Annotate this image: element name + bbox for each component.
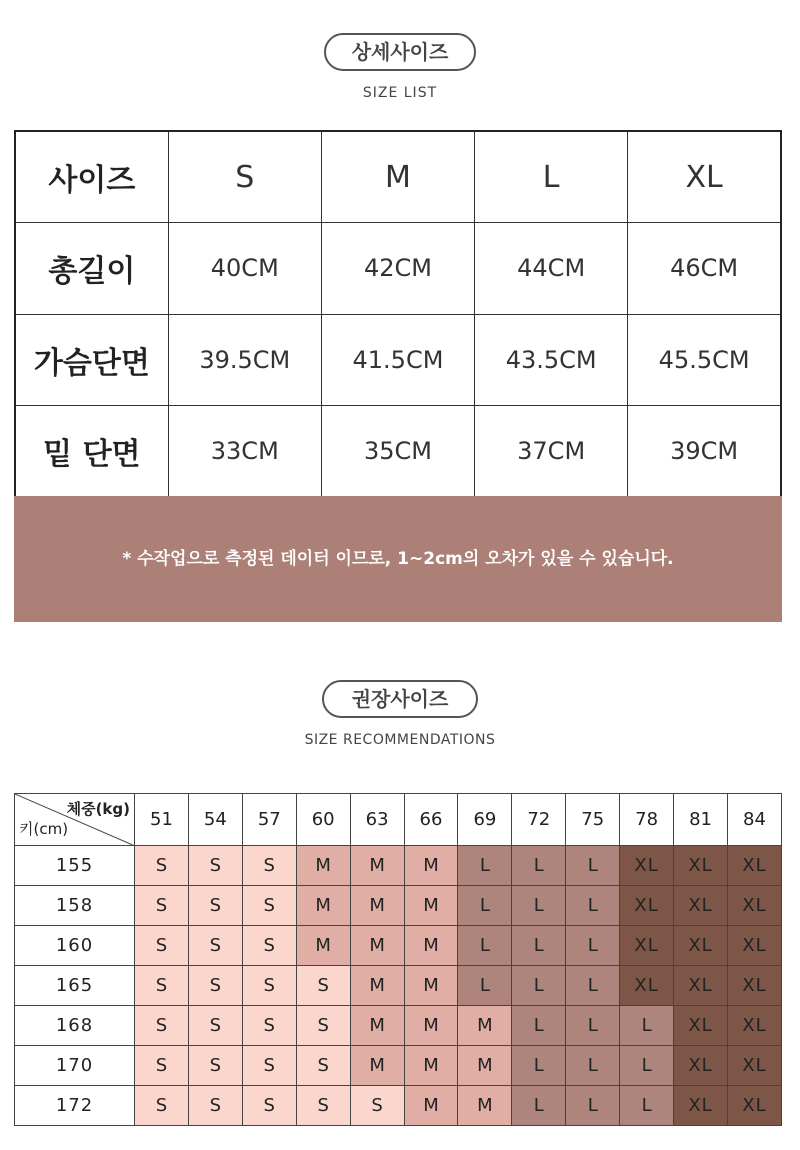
rec-row [15, 1086, 782, 1126]
size-list-subtitle: SIZE LIST [362, 85, 438, 101]
size-cell-m: M [350, 926, 404, 966]
size-cell-s: S [242, 846, 296, 886]
rec-row [15, 886, 782, 926]
size-cell-s: S [242, 926, 296, 966]
height-axis-label: 키(cm) [19, 820, 69, 838]
size-cell-xl: XL [727, 846, 781, 886]
rec-corner-cell [15, 794, 135, 846]
height-cell: 170 [15, 1046, 135, 1086]
size-cell-s: S [135, 846, 189, 886]
size-value: 42CM [321, 223, 474, 315]
height-cell: 158 [15, 886, 135, 926]
size-cell-m: M [296, 846, 350, 886]
size-cell-l: L [620, 1086, 674, 1126]
size-cell-s: S [242, 1046, 296, 1086]
weight-header-cell: 60 [296, 794, 350, 846]
size-cell-s: S [242, 1086, 296, 1126]
row-label: 밑 단면 [15, 406, 168, 498]
size-cell-xl: XL [674, 966, 728, 1006]
size-cell-m: M [404, 966, 458, 1006]
size-cell-m: M [404, 1006, 458, 1046]
size-cell-xl: XL [727, 966, 781, 1006]
size-cell-l: L [566, 1046, 620, 1086]
size-cell-xl: XL [620, 846, 674, 886]
size-cell-l: L [620, 1046, 674, 1086]
size-row-length [15, 223, 781, 315]
size-cell-s: S [296, 1046, 350, 1086]
size-cell-l: L [566, 926, 620, 966]
weight-header-cell: 51 [135, 794, 189, 846]
size-cell-l: L [458, 966, 512, 1006]
weight-header-cell: 57 [242, 794, 296, 846]
height-cell: 168 [15, 1006, 135, 1046]
size-cell-l: L [512, 846, 566, 886]
size-cell-m: M [404, 1046, 458, 1086]
size-cell-xl: XL [674, 1006, 728, 1046]
size-cell-m: M [350, 966, 404, 1006]
row-label: 가슴단면 [15, 314, 168, 406]
size-header-cell: XL [628, 131, 781, 223]
weight-header-cell: 84 [727, 794, 781, 846]
size-cell-xl: XL [727, 926, 781, 966]
size-value: 43.5CM [475, 314, 628, 406]
weight-header-cell: 81 [674, 794, 728, 846]
row-label: 총길이 [15, 223, 168, 315]
size-cell-s: S [135, 1046, 189, 1086]
rec-row [15, 926, 782, 966]
size-cell-s: S [188, 1086, 242, 1126]
size-value: 45.5CM [628, 314, 781, 406]
size-cell-m: M [350, 886, 404, 926]
size-header-row [15, 131, 781, 223]
size-cell-m: M [458, 1046, 512, 1086]
size-value: 37CM [475, 406, 628, 498]
size-cell-s: S [188, 1006, 242, 1046]
rec-row [15, 966, 782, 1006]
size-value: 35CM [321, 406, 474, 498]
size-recommendation-table [14, 793, 782, 1126]
size-value: 39CM [628, 406, 781, 498]
size-value: 33CM [168, 406, 321, 498]
size-cell-m: M [404, 886, 458, 926]
size-header-cell: M [321, 131, 474, 223]
size-cell-m: M [296, 926, 350, 966]
size-cell-l: L [566, 1006, 620, 1046]
size-cell-xl: XL [674, 1046, 728, 1086]
rec-row [15, 1046, 782, 1086]
size-cell-s: S [188, 846, 242, 886]
size-cell-xl: XL [620, 886, 674, 926]
size-cell-m: M [458, 1006, 512, 1046]
size-cell-s: S [188, 926, 242, 966]
size-header-cell: L [475, 131, 628, 223]
weight-axis-label: 체중(kg) [66, 800, 130, 818]
size-cell-l: L [566, 846, 620, 886]
size-cell-m: M [458, 1086, 512, 1126]
size-header-cell: 사이즈 [15, 131, 168, 223]
size-cell-m: M [404, 846, 458, 886]
size-cell-s: S [350, 1086, 404, 1126]
size-cell-s: S [135, 1006, 189, 1046]
size-cell-xl: XL [727, 886, 781, 926]
size-cell-xl: XL [674, 886, 728, 926]
size-cell-xl: XL [674, 846, 728, 886]
size-cell-l: L [512, 886, 566, 926]
size-cell-s: S [296, 1086, 350, 1126]
size-list-table [14, 130, 782, 498]
size-cell-m: M [350, 846, 404, 886]
size-cell-l: L [458, 926, 512, 966]
size-cell-l: L [458, 886, 512, 926]
size-cell-s: S [242, 886, 296, 926]
size-cell-m: M [404, 926, 458, 966]
size-list-title: 상세사이즈 [324, 33, 476, 71]
size-cell-xl: XL [727, 1006, 781, 1046]
size-cell-s: S [296, 1006, 350, 1046]
size-row-hem [15, 406, 781, 498]
size-value: 40CM [168, 223, 321, 315]
size-cell-m: M [404, 1086, 458, 1126]
size-cell-s: S [135, 926, 189, 966]
size-cell-m: M [350, 1046, 404, 1086]
weight-header-cell: 66 [404, 794, 458, 846]
size-cell-l: L [512, 1086, 566, 1126]
weight-header-cell: 75 [566, 794, 620, 846]
size-cell-xl: XL [727, 1046, 781, 1086]
size-rec-subtitle: SIZE RECOMMENDATIONS [304, 732, 496, 748]
size-cell-l: L [512, 1046, 566, 1086]
rec-row [15, 846, 782, 886]
size-row-chest [15, 314, 781, 406]
size-cell-xl: XL [620, 926, 674, 966]
size-cell-s: S [188, 886, 242, 926]
height-cell: 160 [15, 926, 135, 966]
weight-header-cell: 63 [350, 794, 404, 846]
size-rec-title: 권장사이즈 [322, 680, 478, 718]
height-cell: 165 [15, 966, 135, 1006]
size-header-cell: S [168, 131, 321, 223]
size-cell-l: L [566, 886, 620, 926]
size-cell-s: S [188, 1046, 242, 1086]
size-cell-xl: XL [674, 1086, 728, 1126]
weight-header-cell: 78 [620, 794, 674, 846]
size-value: 46CM [628, 223, 781, 315]
weight-header-cell: 54 [188, 794, 242, 846]
size-cell-l: L [512, 966, 566, 1006]
size-value: 41.5CM [321, 314, 474, 406]
size-cell-s: S [296, 966, 350, 1006]
size-cell-m: M [350, 1006, 404, 1046]
weight-header-cell: 72 [512, 794, 566, 846]
size-cell-m: M [296, 886, 350, 926]
rec-header-row [15, 794, 782, 846]
size-cell-l: L [620, 1006, 674, 1046]
size-cell-s: S [135, 1086, 189, 1126]
measurement-note-banner: * 수작업으로 측정된 데이터 이므로, 1~2cm의 오차가 있을 수 있습니다. [14, 496, 782, 622]
size-cell-l: L [458, 846, 512, 886]
height-cell: 172 [15, 1086, 135, 1126]
size-cell-l: L [566, 966, 620, 1006]
size-cell-s: S [135, 886, 189, 926]
size-value: 44CM [475, 223, 628, 315]
size-cell-s: S [242, 1006, 296, 1046]
size-value: 39.5CM [168, 314, 321, 406]
size-cell-l: L [512, 1006, 566, 1046]
height-cell: 155 [15, 846, 135, 886]
weight-header-cell: 69 [458, 794, 512, 846]
size-cell-s: S [135, 966, 189, 1006]
size-cell-xl: XL [620, 966, 674, 1006]
size-cell-l: L [512, 926, 566, 966]
size-cell-xl: XL [674, 926, 728, 966]
size-cell-l: L [566, 1086, 620, 1126]
rec-row [15, 1006, 782, 1046]
size-cell-s: S [188, 966, 242, 1006]
size-cell-xl: XL [727, 1086, 781, 1126]
size-cell-s: S [242, 966, 296, 1006]
